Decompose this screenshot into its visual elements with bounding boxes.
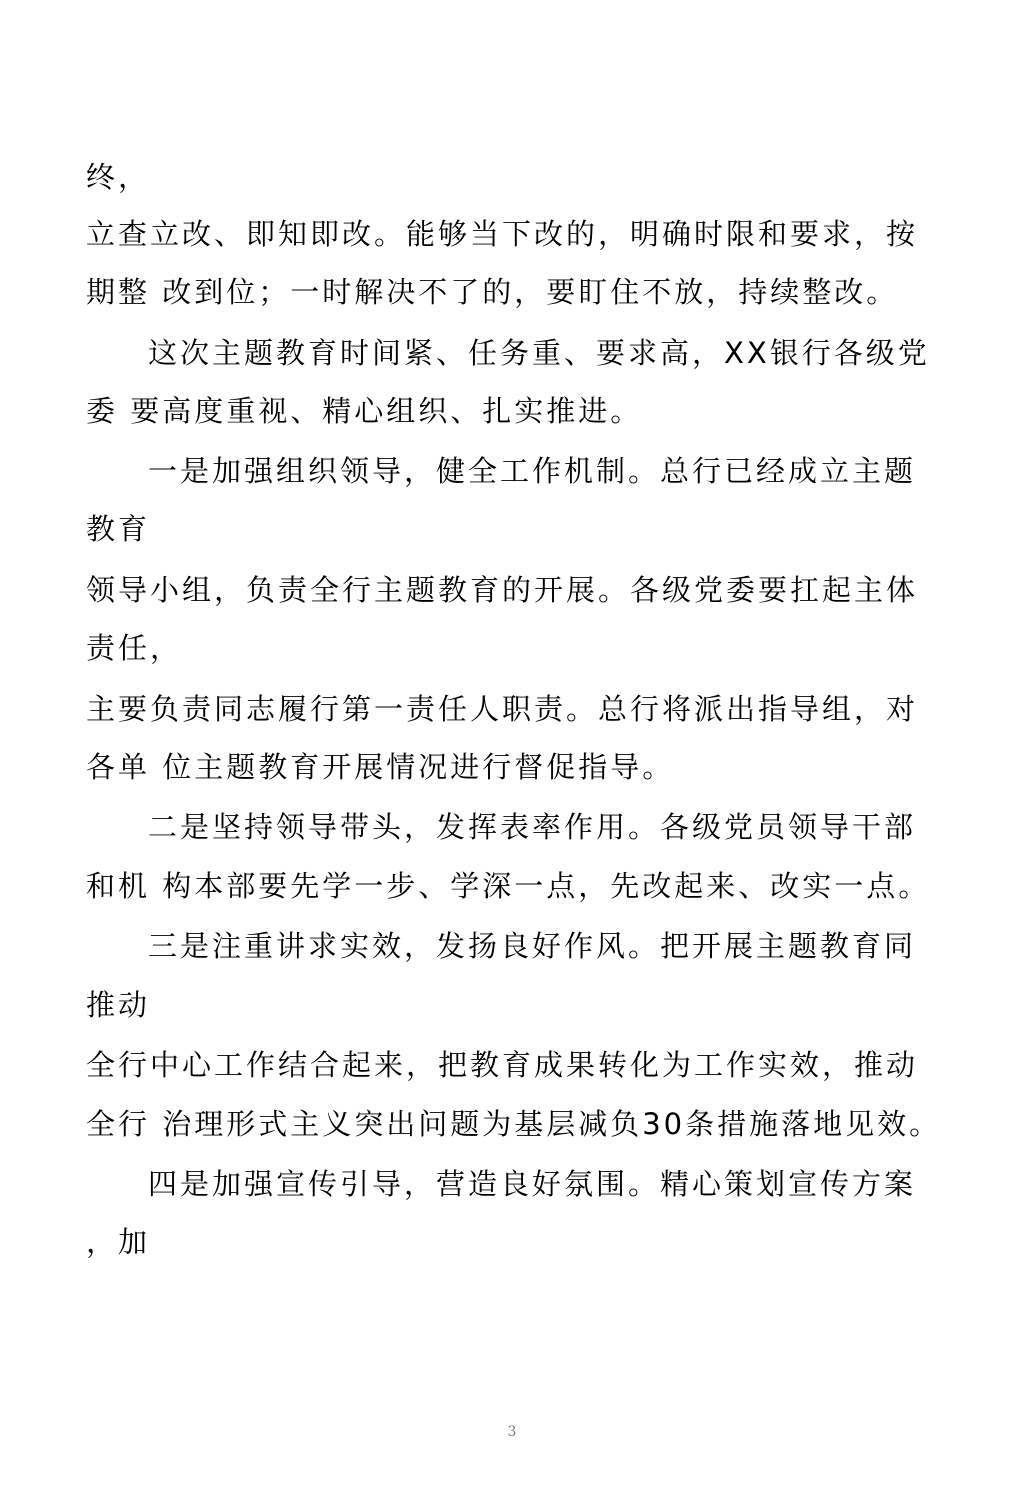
text-line: 和机 构本部要先学一步、学深一点，先改起来、改实一点。 [86, 869, 931, 903]
paragraph-start-line: 一是加强组织领导，健全工作机制。总行已经成立主题 [148, 454, 917, 488]
text-line: 教育 [86, 512, 151, 546]
text-line: 各单 位主题教育开展情况进行督促指导。 [86, 750, 675, 784]
text-line: 委 要高度重视、精心组织、扎实推进。 [86, 394, 643, 428]
text-line: 终， [86, 160, 151, 194]
text-line: 责任， [86, 631, 183, 665]
text-line: 主要负责同志履行第一责任人职责。总行将派出指导组，对 [86, 692, 919, 726]
text-line: 领导小组，负责全行主题教育的开展。各级党委要扛起主体 [86, 573, 919, 607]
paragraph-start-line: 二是坚持领导带头，发挥表率作用。各级党员领导干部 [148, 810, 917, 844]
text-line: 推动 [86, 988, 151, 1022]
text-line: 全行中心工作结合起来，把教育成果转化为工作实效，推动 [86, 1048, 919, 1082]
text-line: ，加 [86, 1225, 151, 1259]
text-line: 立查立改、即知即改。能够当下改的，明确时限和要求，按 [86, 217, 919, 251]
text-line: 全行 治理形式主义突出问题为基层减负30条措施落地见效。 [86, 1107, 942, 1141]
paragraph-start-line: 这次主题教育时间紧、任务重、要求高，XX银行各级党 [148, 336, 930, 370]
text-line: 期整 改到位；一时解决不了的，要盯住不放，持续整改。 [86, 275, 899, 309]
page-number: 3 [507, 1424, 517, 1440]
paragraph-start-line: 三是注重讲求实效，发扬良好作风。把开展主题教育同 [148, 929, 917, 963]
paragraph-start-line: 四是加强宣传引导，营造良好氛围。精心策划宣传方案 [148, 1167, 917, 1201]
